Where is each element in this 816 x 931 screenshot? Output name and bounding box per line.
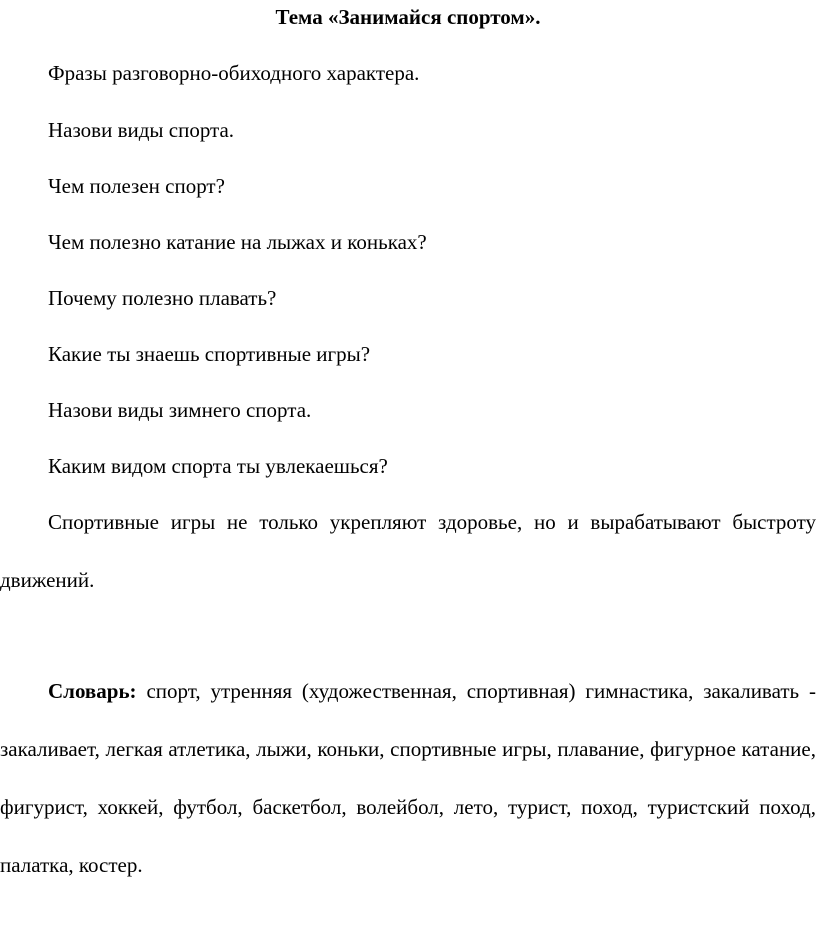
phrase-line-5: Почему полезно плавать?	[48, 286, 277, 310]
vocabulary-paragraph	[0, 662, 816, 894]
phrase-line-1: Фразы разговорно-обиходного характера.	[48, 61, 420, 85]
sports-paragraph: Спортивные игры не только укрепляют здоровье, но и вырабатывают быстроту движений.	[0, 510, 816, 592]
vocabulary-label: Словарь:	[48, 679, 137, 703]
phrase-line-8: Каким видом спорта ты увлекаешься?	[48, 454, 388, 478]
document-title: Тема «Занимайся спортом».	[275, 5, 541, 29]
phrase-line-7: Назови виды зимнего спорта.	[48, 398, 312, 422]
vocabulary-text: спорт, утренняя (художественная, спортивная) гимнастика, закаливать - закаливает, легкая атлетика, лыжи, коньки, спортивные игры, плавание, фигурное катание, фигурист, хоккей, футбол, баскетбол, волейбол, лето, турист, поход, туристский поход, палатка, костер.	[0, 679, 816, 877]
phrase-line-6: Какие ты знаешь спортивные игры?	[48, 342, 371, 366]
phrase-line-2: Назови виды спорта.	[48, 118, 235, 142]
phrase-line-3: Чем полезен спорт?	[48, 174, 225, 198]
phrase-line-4: Чем полезно катание на лыжах и коньках?	[48, 230, 427, 254]
